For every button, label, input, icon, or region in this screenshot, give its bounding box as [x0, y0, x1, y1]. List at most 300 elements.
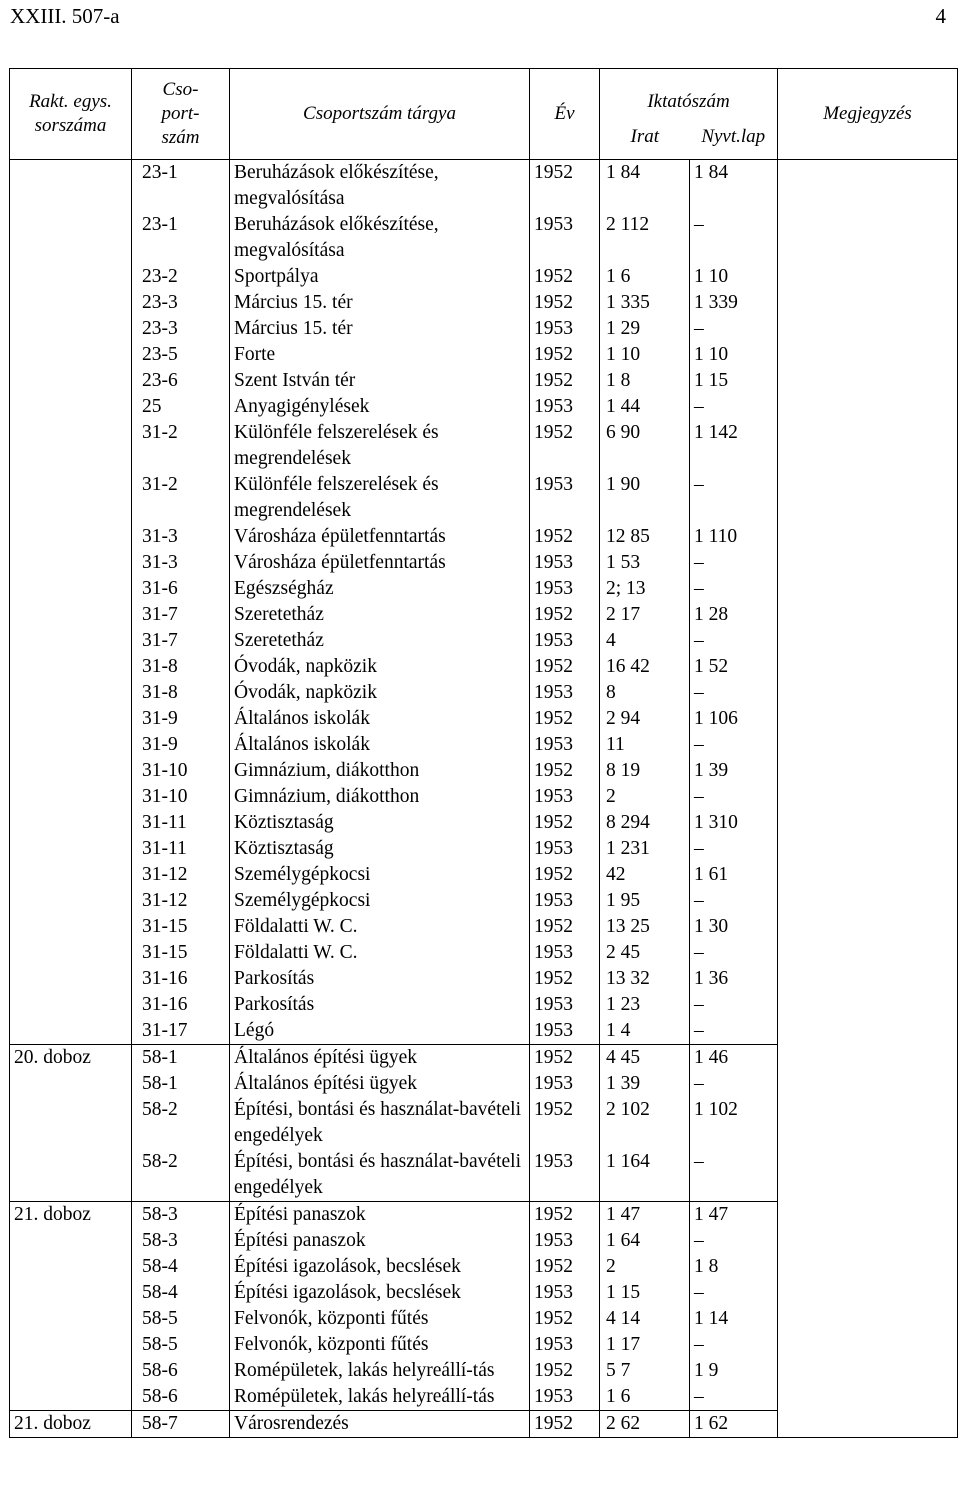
cell-remark — [778, 576, 958, 602]
cell-group-number: 58-4 — [132, 1254, 230, 1280]
cell-remark — [778, 654, 958, 680]
cell-year: 1953 — [530, 1384, 600, 1411]
cell-box-label — [10, 680, 132, 706]
table-row — [10, 264, 958, 290]
cell-subject: Parkosítás — [230, 992, 530, 1018]
cell-group-number: 31-15 — [132, 914, 230, 940]
cell-year: 1952 — [530, 368, 600, 394]
cell-group-number: 58-2 — [132, 1149, 230, 1202]
cell-year: 1953 — [530, 992, 600, 1018]
cell-subject: Óvodák, napközik — [230, 680, 530, 706]
cell-group-number: 23-5 — [132, 342, 230, 368]
cell-document-number: 4 14 — [600, 1306, 690, 1332]
cell-year: 1952 — [530, 602, 600, 628]
cell-year: 1953 — [530, 628, 600, 654]
col-header-rakt-line1: Rakt. egys. — [29, 91, 112, 112]
cell-box-label — [10, 836, 132, 862]
cell-document-number: 4 45 — [600, 1045, 690, 1072]
cell-remark — [778, 862, 958, 888]
col-header-irat: Irat — [600, 114, 690, 160]
cell-group-number: 23-6 — [132, 368, 230, 394]
cell-register-page: – — [690, 1228, 778, 1254]
cell-year: 1953 — [530, 472, 600, 524]
cell-box-label — [10, 732, 132, 758]
cell-register-page: 1 102 — [690, 1097, 778, 1149]
cell-box-label — [10, 524, 132, 550]
table-row — [10, 836, 958, 862]
cell-document-number: 1 8 — [600, 368, 690, 394]
col-header-csop-line1: Cso- — [162, 79, 199, 100]
cell-subject: Sportpálya — [230, 264, 530, 290]
cell-remark — [778, 680, 958, 706]
cell-subject: Parkosítás — [230, 966, 530, 992]
cell-subject: Általános építési ügyek — [230, 1071, 530, 1097]
cell-group-number: 31-10 — [132, 758, 230, 784]
cell-document-number: 13 25 — [600, 914, 690, 940]
cell-document-number: 2 — [600, 784, 690, 810]
cell-year: 1952 — [530, 862, 600, 888]
cell-box-label — [10, 914, 132, 940]
cell-document-number: 1 15 — [600, 1280, 690, 1306]
col-header-megj: Megjegyzés — [778, 69, 958, 160]
cell-subject: Építési panaszok — [230, 1228, 530, 1254]
cell-box-label — [10, 1149, 132, 1202]
cell-register-page: 1 339 — [690, 290, 778, 316]
table-row — [10, 316, 958, 342]
cell-register-page: – — [690, 628, 778, 654]
cell-group-number: 58-1 — [132, 1045, 230, 1072]
cell-subject: Szent István tér — [230, 368, 530, 394]
cell-register-page: – — [690, 1149, 778, 1202]
cell-box-label — [10, 940, 132, 966]
cell-year: 1953 — [530, 212, 600, 264]
cell-document-number: 1 17 — [600, 1332, 690, 1358]
cell-subject: Március 15. tér — [230, 316, 530, 342]
cell-register-page: – — [690, 732, 778, 758]
cell-year: 1952 — [530, 810, 600, 836]
cell-box-label — [10, 1254, 132, 1280]
cell-register-page: 1 106 — [690, 706, 778, 732]
cell-register-page: – — [690, 784, 778, 810]
cell-year: 1952 — [530, 160, 600, 213]
cell-subject: Építési panaszok — [230, 1202, 530, 1229]
cell-document-number: 13 32 — [600, 966, 690, 992]
col-header-ev: Év — [530, 69, 600, 160]
cell-box-label — [10, 966, 132, 992]
cell-register-page: 1 30 — [690, 914, 778, 940]
cell-year: 1952 — [530, 1254, 600, 1280]
cell-group-number: 31-7 — [132, 628, 230, 654]
cell-document-number: 8 19 — [600, 758, 690, 784]
table-row — [10, 524, 958, 550]
cell-year: 1952 — [530, 524, 600, 550]
cell-remark — [778, 732, 958, 758]
cell-box-label — [10, 1018, 132, 1045]
col-header-targy: Csoportszám tárgya — [230, 69, 530, 160]
cell-register-page: – — [690, 940, 778, 966]
cell-remark — [778, 1306, 958, 1332]
cell-group-number: 58-6 — [132, 1384, 230, 1411]
cell-year: 1953 — [530, 550, 600, 576]
cell-remark — [778, 472, 958, 524]
cell-remark — [778, 394, 958, 420]
cell-box-label — [10, 394, 132, 420]
table-row — [10, 576, 958, 602]
cell-box-label — [10, 368, 132, 394]
table-row — [10, 706, 958, 732]
cell-subject: Általános építési ügyek — [230, 1045, 530, 1072]
cell-year: 1953 — [530, 732, 600, 758]
cell-subject: Március 15. tér — [230, 290, 530, 316]
cell-document-number: 1 44 — [600, 394, 690, 420]
cell-register-page: 1 310 — [690, 810, 778, 836]
cell-subject: Beruházások előkészítése, megvalósítása — [230, 212, 530, 264]
cell-remark — [778, 420, 958, 472]
cell-group-number: 23-3 — [132, 290, 230, 316]
cell-remark — [778, 1411, 958, 1438]
cell-document-number: 1 164 — [600, 1149, 690, 1202]
cell-box-label — [10, 628, 132, 654]
cell-document-number: 1 47 — [600, 1202, 690, 1229]
cell-remark — [778, 1202, 958, 1229]
cell-box-label — [10, 602, 132, 628]
cell-register-page: 1 36 — [690, 966, 778, 992]
table-row — [10, 1149, 958, 1202]
cell-box-label — [10, 888, 132, 914]
cell-group-number: 31-16 — [132, 992, 230, 1018]
table-row — [10, 758, 958, 784]
table-row — [10, 1358, 958, 1384]
cell-year: 1952 — [530, 1202, 600, 1229]
cell-document-number: 1 39 — [600, 1071, 690, 1097]
cell-box-label — [10, 472, 132, 524]
cell-box-label — [10, 212, 132, 264]
cell-group-number: 58-5 — [132, 1332, 230, 1358]
cell-box-label: 21. doboz — [10, 1202, 132, 1229]
cell-year: 1953 — [530, 888, 600, 914]
cell-subject: Földalatti W. C. — [230, 914, 530, 940]
cell-box-label — [10, 264, 132, 290]
col-header-iktato: Iktatószám — [600, 69, 778, 115]
cell-year: 1952 — [530, 264, 600, 290]
table-row — [10, 966, 958, 992]
table-row — [10, 420, 958, 472]
table-row — [10, 1332, 958, 1358]
cell-remark — [778, 160, 958, 213]
cell-subject: Személygépkocsi — [230, 888, 530, 914]
cell-box-label — [10, 862, 132, 888]
cell-group-number: 31-15 — [132, 940, 230, 966]
col-header-rakt — [10, 69, 132, 160]
cell-group-number: 31-8 — [132, 680, 230, 706]
cell-document-number: 11 — [600, 732, 690, 758]
cell-year: 1952 — [530, 290, 600, 316]
cell-group-number: 58-5 — [132, 1306, 230, 1332]
cell-box-label — [10, 1097, 132, 1149]
cell-year: 1952 — [530, 914, 600, 940]
cell-register-page: – — [690, 394, 778, 420]
cell-remark — [778, 1071, 958, 1097]
cell-document-number: 1 95 — [600, 888, 690, 914]
cell-document-number: 42 — [600, 862, 690, 888]
cell-document-number: 1 53 — [600, 550, 690, 576]
cell-subject: Anyagigénylések — [230, 394, 530, 420]
cell-group-number: 31-11 — [132, 836, 230, 862]
cell-group-number: 31-9 — [132, 706, 230, 732]
cell-subject: Romépületek, lakás helyreállí-tás — [230, 1384, 530, 1411]
cell-register-page: – — [690, 212, 778, 264]
cell-register-page: – — [690, 316, 778, 342]
cell-box-label — [10, 1071, 132, 1097]
table-row — [10, 602, 958, 628]
cell-remark — [778, 758, 958, 784]
cell-year: 1952 — [530, 1097, 600, 1149]
table-row — [10, 1306, 958, 1332]
cell-register-page: – — [690, 576, 778, 602]
cell-register-page: 1 39 — [690, 758, 778, 784]
cell-subject: Építési igazolások, becslések — [230, 1254, 530, 1280]
cell-remark — [778, 368, 958, 394]
cell-register-page: – — [690, 1280, 778, 1306]
cell-group-number: 31-2 — [132, 420, 230, 472]
cell-document-number: 8 — [600, 680, 690, 706]
cell-remark — [778, 1097, 958, 1149]
table-row — [10, 1411, 958, 1438]
cell-subject: Városháza épületfenntartás — [230, 524, 530, 550]
cell-document-number: 8 294 — [600, 810, 690, 836]
cell-register-page: – — [690, 550, 778, 576]
cell-subject: Beruházások előkészítése, megvalósítása — [230, 160, 530, 213]
cell-year: 1953 — [530, 394, 600, 420]
cell-register-page: 1 62 — [690, 1411, 778, 1438]
table-row — [10, 654, 958, 680]
cell-year: 1953 — [530, 784, 600, 810]
cell-group-number: 58-4 — [132, 1280, 230, 1306]
cell-document-number: 2 94 — [600, 706, 690, 732]
cell-subject: Felvonók, központi fűtés — [230, 1306, 530, 1332]
cell-document-number: 1 6 — [600, 264, 690, 290]
cell-subject: Általános iskolák — [230, 732, 530, 758]
cell-subject: Városrendezés — [230, 1411, 530, 1438]
cell-subject: Általános iskolák — [230, 706, 530, 732]
cell-box-label — [10, 550, 132, 576]
cell-subject: Egészségház — [230, 576, 530, 602]
cell-year: 1953 — [530, 1018, 600, 1045]
inventory-table — [9, 68, 958, 1438]
cell-document-number: 2 45 — [600, 940, 690, 966]
cell-document-number: 2; 13 — [600, 576, 690, 602]
cell-year: 1953 — [530, 1071, 600, 1097]
cell-subject: Különféle felszerelések és megrendelések — [230, 420, 530, 472]
cell-group-number: 31-9 — [132, 732, 230, 758]
cell-register-page: 1 10 — [690, 264, 778, 290]
cell-register-page: 1 10 — [690, 342, 778, 368]
cell-document-number: 2 62 — [600, 1411, 690, 1438]
cell-register-page: 1 8 — [690, 1254, 778, 1280]
cell-group-number: 31-11 — [132, 810, 230, 836]
cell-remark — [778, 1018, 958, 1045]
cell-remark — [778, 966, 958, 992]
cell-document-number: 1 84 — [600, 160, 690, 213]
cell-group-number: 31-3 — [132, 524, 230, 550]
inventory-table-wrap — [9, 68, 957, 1438]
cell-register-page: 1 14 — [690, 1306, 778, 1332]
cell-year: 1952 — [530, 966, 600, 992]
cell-subject: Földalatti W. C. — [230, 940, 530, 966]
cell-register-page: 1 46 — [690, 1045, 778, 1072]
cell-document-number: 2 17 — [600, 602, 690, 628]
cell-remark — [778, 628, 958, 654]
cell-document-number: 1 23 — [600, 992, 690, 1018]
cell-subject: Építési, bontási és használat-bavételi engedélyek — [230, 1097, 530, 1149]
cell-box-label — [10, 1228, 132, 1254]
cell-subject: Gimnázium, diákotthon — [230, 784, 530, 810]
cell-document-number: 2 102 — [600, 1097, 690, 1149]
cell-year: 1953 — [530, 836, 600, 862]
cell-remark — [778, 602, 958, 628]
cell-register-page: – — [690, 1332, 778, 1358]
cell-group-number: 58-1 — [132, 1071, 230, 1097]
cell-subject: Különféle felszerelések és megrendelések — [230, 472, 530, 524]
cell-remark — [778, 342, 958, 368]
cell-register-page: 1 9 — [690, 1358, 778, 1384]
cell-subject: Köztisztaság — [230, 810, 530, 836]
cell-register-page: 1 110 — [690, 524, 778, 550]
table-row — [10, 550, 958, 576]
cell-year: 1952 — [530, 654, 600, 680]
cell-group-number: 58-3 — [132, 1228, 230, 1254]
cell-group-number: 58-7 — [132, 1411, 230, 1438]
cell-register-page: – — [690, 1384, 778, 1411]
col-header-csop-line3: szám — [161, 127, 200, 148]
table-row — [10, 992, 958, 1018]
cell-register-page: – — [690, 836, 778, 862]
cell-register-page: 1 61 — [690, 862, 778, 888]
cell-subject: Óvodák, napközik — [230, 654, 530, 680]
cell-box-label — [10, 420, 132, 472]
cell-group-number: 31-12 — [132, 862, 230, 888]
cell-document-number: 1 29 — [600, 316, 690, 342]
cell-remark — [778, 264, 958, 290]
cell-box-label — [10, 160, 132, 213]
cell-box-label — [10, 654, 132, 680]
cell-document-number: 6 90 — [600, 420, 690, 472]
cell-box-label — [10, 1332, 132, 1358]
cell-remark — [778, 524, 958, 550]
cell-box-label — [10, 758, 132, 784]
cell-remark — [778, 706, 958, 732]
cell-subject: Köztisztaság — [230, 836, 530, 862]
cell-year: 1953 — [530, 1149, 600, 1202]
table-row — [10, 1202, 958, 1229]
cell-document-number: 5 7 — [600, 1358, 690, 1384]
cell-remark — [778, 1228, 958, 1254]
table-row — [10, 862, 958, 888]
col-header-nyvt: Nyvt.lap — [690, 114, 778, 160]
cell-subject: Építési igazolások, becslések — [230, 1280, 530, 1306]
cell-document-number: 2 — [600, 1254, 690, 1280]
cell-document-number: 16 42 — [600, 654, 690, 680]
cell-year: 1953 — [530, 1280, 600, 1306]
cell-remark — [778, 1149, 958, 1202]
cell-register-page: – — [690, 888, 778, 914]
cell-box-label — [10, 706, 132, 732]
table-row — [10, 1228, 958, 1254]
page-header — [0, 0, 960, 40]
cell-remark — [778, 810, 958, 836]
cell-group-number: 31-10 — [132, 784, 230, 810]
table-row — [10, 914, 958, 940]
page-number: 4 — [935, 4, 946, 28]
cell-year: 1952 — [530, 420, 600, 472]
cell-register-page: 1 15 — [690, 368, 778, 394]
cell-remark — [778, 1384, 958, 1411]
cell-box-label — [10, 1358, 132, 1384]
table-row — [10, 784, 958, 810]
cell-register-page: 1 142 — [690, 420, 778, 472]
cell-document-number: 4 — [600, 628, 690, 654]
cell-subject: Személygépkocsi — [230, 862, 530, 888]
cell-remark — [778, 1254, 958, 1280]
cell-register-page: – — [690, 1071, 778, 1097]
cell-subject: Felvonók, központi fűtés — [230, 1332, 530, 1358]
cell-subject: Légó — [230, 1018, 530, 1045]
cell-box-label — [10, 316, 132, 342]
cell-box-label — [10, 992, 132, 1018]
cell-group-number: 58-6 — [132, 1358, 230, 1384]
cell-year: 1953 — [530, 940, 600, 966]
table-row — [10, 1097, 958, 1149]
table-row — [10, 368, 958, 394]
table-row — [10, 810, 958, 836]
cell-document-number: 1 4 — [600, 1018, 690, 1045]
cell-box-label — [10, 810, 132, 836]
cell-remark — [778, 836, 958, 862]
cell-remark — [778, 784, 958, 810]
cell-remark — [778, 212, 958, 264]
table-row — [10, 160, 958, 213]
cell-group-number: 58-3 — [132, 1202, 230, 1229]
cell-year: 1952 — [530, 706, 600, 732]
cell-subject: Szeretetház — [230, 628, 530, 654]
cell-group-number: 31-2 — [132, 472, 230, 524]
table-body — [10, 160, 958, 1438]
cell-group-number: 58-2 — [132, 1097, 230, 1149]
table-row — [10, 472, 958, 524]
cell-remark — [778, 992, 958, 1018]
cell-remark — [778, 1358, 958, 1384]
table-row — [10, 290, 958, 316]
cell-box-label — [10, 576, 132, 602]
cell-register-page: 1 28 — [690, 602, 778, 628]
table-row — [10, 940, 958, 966]
cell-year: 1953 — [530, 1228, 600, 1254]
cell-year: 1952 — [530, 1045, 600, 1072]
cell-year: 1953 — [530, 316, 600, 342]
cell-group-number: 31-6 — [132, 576, 230, 602]
col-header-csop-line2: port- — [161, 103, 200, 124]
cell-box-label: 21. doboz — [10, 1411, 132, 1438]
cell-group-number: 31-17 — [132, 1018, 230, 1045]
table-row — [10, 1280, 958, 1306]
cell-register-page: 1 52 — [690, 654, 778, 680]
cell-register-page: 1 47 — [690, 1202, 778, 1229]
cell-box-label — [10, 290, 132, 316]
table-row — [10, 1254, 958, 1280]
col-header-csop — [132, 69, 230, 160]
cell-register-page: – — [690, 1018, 778, 1045]
table-row — [10, 342, 958, 368]
